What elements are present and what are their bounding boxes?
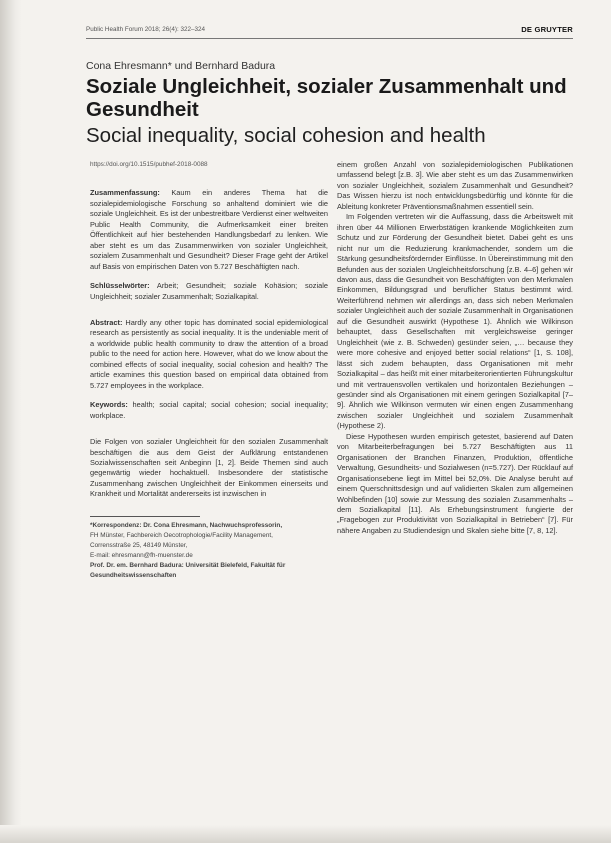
zusammenfassung-label: Zusammenfassung: [90,188,160,198]
schluesselwoerter-label: Schlüsselwörter: [90,281,150,291]
zusammenfassung-text: Kaum ein anderes Thema hat die sozialepidemiologische Forschung so anhaltend dominiert wie die soziale Ungleichheit. Es ist der unbestreitbare Verdienst einer weltweiten Public Health Community, die Aufmerksamkeit einer breiten Öffentlichkeit auf hier bestehenden Handlungsbedarf zu lenken. Wie aber steht es um das Zusammenwirken von sozialer Ungleichheit, sozialem Zusammenhalt und Gesundheit? Dieser Frage geht der Artikel auf Basis von empirischen Daten von 5.727 Beschäftigten nach. [90,188,328,271]
doi-link[interactable]: https://doi.org/10.1515/pubhef-2018-0088 [90,161,208,168]
correspondence-email[interactable]: E-mail: ehresmann@fh-muenster.de [90,551,193,559]
keywords-text: health; social capital; social cohesion; social inequality; workplace. [90,400,328,420]
authors: Cona Ehresmann* und Bernhard Badura [86,60,276,72]
schluesselwoerter [90,281,328,302]
body-paragraph: Im Folgenden vertreten wir die Auffassung, dass die Arbeitswelt mit ihren über 44 Millionen Erwerbstätigen krankende Möglichkeiten zum Schutz und zur Förderung der Gesundheit bietet. Dabei geht es uns nicht nur um die Reduzierung krankmachender, sondern um die Stärkung gesundheitsfördernder Einflüsse. In Übereinstimmung mit den Befunden aus der sozialen Ungleichheitsforschung [z.B. 4–6] gehen wir davon aus, dass die Gesundheit von Beschäftigten von den Merkmalen Einkommen, Bildungsgrad und beruflicher Status bestimmt wird. Weiterführend nehmen wir allerdings an, dass sich neben Merkmalen sozialer Ungleichheit auch der soziale Zusammenhalt in Organisationen auf die Gesundheit auswirkt (Hypothese 1). Ähnlich wie Wilkinson behauptet, dass Gesellschaften mit vergleichsweise geringer Ungleichheit (wie z. B. Schweden) gesünder seien, „… because they were more cohesive and enjoyed better social relations“ [1, S. 108], lässt sich zudem behaupten, dass Organisationen mit mehr Sozialkapital – das heißt mit einer mitarbeiterorientierten Führungskultur und mit vertrauensvollen vertikalen und horizontalen Beziehungen – gesünder sind als Organisationen mit einem geringen Sozialkapital [7–9]. Ähnlich wie Wilkinson vermuten wir einen engen Zusammenhang zwischen sozialer Ungleichheit und sozialem Zusammenhalt (Hypothese 2). [337,212,573,431]
body-paragraph: einem großen Anzahl von sozialepidemiologischen Publikationen umfassend belegt [z.B. 3]. Wie aber steht es um das Zusammenwirken von sozialer Ungleichheit, sozialem Zusammenhalt und Gesundheit? Das Wissen hierzu ist noch entwicklungsbedürftig und könnte für die Ableitung konkreter Präventionsmaßnahmen essentiell sein. [337,160,573,211]
title-german: Soziale Ungleichheit, sozialer Zusammenhalt und Gesundheit [86,75,567,121]
footnote-rule [90,516,200,517]
abstract [90,318,328,391]
publisher-logo: DE GRUYTER [521,25,573,34]
abstract-label: Abstract: [90,317,123,327]
scan-shadow-left [0,0,22,843]
correspondence-footnote [90,521,328,581]
body-intro: Die Folgen von sozialer Ungleichheit für den sozialen Zusammenhalt beschäftigen die aus dem Geist der Aufklärung entstandenen Sozialwissenschaften seit Anbeginn [1, 2]. Beide Themen sind auch gegenwärtig wieder hochaktuell. Insbesondere der statistische Zusammenhang zwischen Ungleichheit der Einkommen einerseits und Krankheit und Mortalität andererseits ist inzwischen in [90,437,328,499]
scan-shadow-bottom [0,825,611,843]
journal-citation: Public Health Forum 2018; 26(4): 322–324 [86,26,206,33]
keywords [90,400,328,421]
coauthor-affiliation: Prof. Dr. em. Bernhard Badura: Universität Bielefeld, Fakultät für Gesundheitswissenschaften [90,561,286,579]
correspondence-line: Corrensstraße 25, 48149 Münster, [90,541,188,549]
abstract-text: Hardly any other topic has dominated social epidemiological research as persistently as social inequality. It is the undeniable merit of a worldwide public health community to draw the attention of a broad public to the need for action here. However, what do we know about the combined effects of social inequality, social cohesion and health? The article examines this question based on empirical data obtained from 5.727 employees in the workplace. [90,317,328,390]
correspondence-line: FH Münster, Fachbereich Oecotrophologie/Facility Management, [90,531,273,539]
keywords-label: Keywords: [90,400,128,410]
body-paragraph: Diese Hypothesen wurden empirisch getestet, basierend auf Daten von Mitarbeiterbefragungen bei 5.727 Beschäftigten aus 11 Organisationen der Branchen Finanzen, Produktion, öffentliche Verwaltung, Gesundheits- und Sozialwesen (n=5.727). Der Rücklauf auf Organisationsebene liegt im Mittel bei 52,0%. Die Analyse beruht auf einem Querschnittsdesign und auf validierten Skalen zum allgemeinen Wohlbefinden [10] sowie zur Messung des sozialen Zusammenhalts – dem Sozialkapital [11]. Als Erhebungsinstrument fungierte der „Fragebogen zur Produktivität von Sozialkapital in Betrieben“ [7]. Für nähere Angaben zu Studiendesign und Skalen siehe bitte [7, 8, 12]. [337,431,573,535]
correspondence-line: *Korrespondenz: Dr. Cona Ehresmann, Nachwuchsprofessorin, [90,521,283,529]
schluesselwoerter-text: Arbeit; Gesundheit; soziale Kohäsion; soziale Ungleichheit; sozialer Zusammenhalt; Sozialkapital. [90,281,328,301]
left-column [90,160,328,581]
zusammenfassung [90,188,328,272]
title-english: Social inequality, social cohesion and health [86,124,486,147]
right-column [337,160,573,536]
header-rule [86,38,573,39]
